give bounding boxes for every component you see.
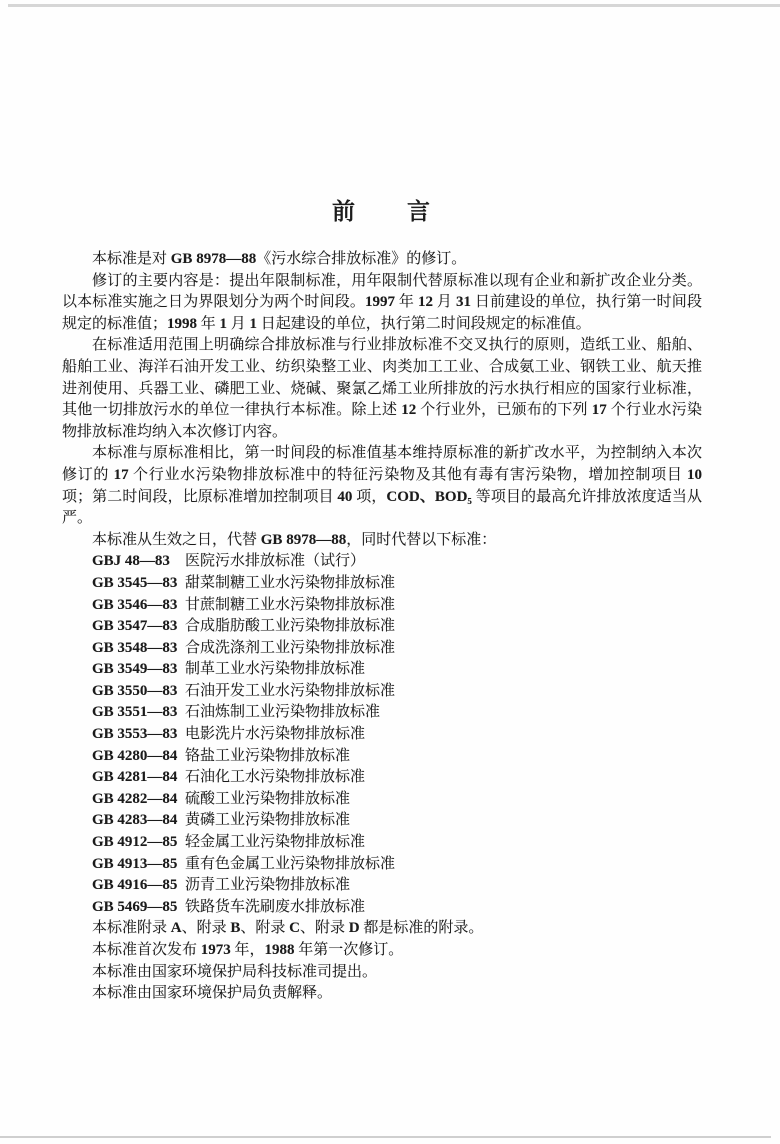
superseded-standards-list: [62, 551, 702, 918]
standard-code: GB 3553—83: [92, 726, 178, 743]
standard-list-item: [62, 616, 702, 638]
standard-code: GB 5469—85: [92, 898, 178, 915]
standard-list-item: [62, 854, 702, 876]
standard-code: GB 3550—83: [92, 682, 178, 699]
closing-paragraph: 本标准附录 A、附录 B、附录 C、附录 D 都是标准的附录。: [92, 920, 484, 937]
standard-title: 石油炼制工业污染物排放标准: [185, 704, 381, 721]
standard-title: 电影洗片水污染物排放标准: [185, 726, 366, 743]
standard-title: 沥青工业污染物排放标准: [185, 877, 351, 894]
standard-code: GB 4281—84: [92, 769, 178, 786]
standard-list-item: [62, 595, 702, 617]
standard-list-item: [62, 659, 702, 681]
standard-title: 石油开发工业水污染物排放标准: [185, 682, 396, 699]
standard-title: 合成洗涤剂工业污染物排放标准: [185, 639, 396, 656]
standard-code: GB 4916—85: [92, 877, 178, 894]
standard-list-item: [62, 638, 702, 660]
standard-title: 黄磷工业污染物排放标准: [185, 812, 351, 829]
standard-list-item: [62, 875, 702, 897]
standard-title: 医院污水排放标准（试行）: [185, 553, 366, 570]
standard-title: 制革工业水污染物排放标准: [185, 661, 366, 678]
preface-paragraph: 在标准适用范围上明确综合排放标准与行业排放标准不交叉执行的原则，造纸工业、船舶、船舶工业、海洋石油开发工业、纺织染整工业、肉类加工工业、合成氨工业、钢铁工业、航天推进剂使用、兵器工业、磷肥工业、烧碱、聚氯乙烯工业所排放的污水执行相应的国家行业标准，其他一切排放污水的单位一律执行本标准。除上述 12 个行业外，已颁布的下列 17 个行业水污染物排放标准均纳入本次修订内容。: [62, 337, 702, 440]
standard-list-item: [62, 810, 702, 832]
standard-code: GB 3551—83: [92, 704, 178, 721]
preface-paragraph: 本标准从生效之日，代替 GB 8978—88，同时代替以下标准：: [92, 531, 497, 548]
standard-title: 硫酸工业污染物排放标准: [185, 790, 351, 807]
standard-list-item: [62, 724, 702, 746]
standard-code: GB 3547—83: [92, 618, 178, 635]
standard-list-item: [62, 897, 702, 919]
standard-code: GB 3546—83: [92, 596, 178, 613]
standard-list-item: [62, 746, 702, 768]
document-content: [62, 0, 702, 1005]
standard-title: 铬盐工业污染物排放标准: [185, 747, 351, 764]
standard-list-item: [62, 702, 702, 724]
standard-code: GB 3545—83: [92, 574, 178, 591]
preface-paragraph: 本标准是对 GB 8978—88《污水综合排放标准》的修订。: [92, 251, 467, 267]
preface-paragraph: 修订的主要内容是：提出年限制标准，用年限制代替原标准以现有企业和新扩改企业分类。以本标准实施之日为界限划分为两个时间段。1997 年 12 月 31 日前建设的单位，执行第一时间段规定的标准值；1998 年 1 月 1 日起建设的单位，执行第二时间段规定的标准值。: [62, 272, 702, 332]
standard-code: GB 4282—84: [92, 790, 178, 807]
closing-paragraph: 本标准由国家环境保护局负责解释。: [92, 985, 333, 1002]
page-title: 前 言: [332, 199, 432, 224]
standard-code: GBJ 48—83: [92, 553, 170, 570]
standard-title: 甜菜制糖工业水污染物排放标准: [185, 574, 396, 591]
standard-list-item: [62, 767, 702, 789]
standard-code: GB 4280—84: [92, 747, 178, 764]
standard-list-item: [62, 789, 702, 811]
standard-code: GB 4912—85: [92, 834, 178, 851]
standard-code: GB 4913—85: [92, 855, 178, 872]
scan-edge-line-bottom: [0, 1136, 771, 1138]
standard-title: 轻金属工业污染物排放标准: [185, 834, 366, 851]
standard-code: GB 4283—84: [92, 812, 178, 829]
standard-list-item: [62, 832, 702, 854]
preface-paragraph: 本标准与原标准相比，第一时间段的标准值基本维持原标准的新扩改水平，为控制纳入本次修订的 17 个行业水污染物排放标准中的特征污染物及其他有毒有害污染物，增加控制项目 10 项；第二时间段，比原标准增加控制项目 40 项，COD、BOD₅ 等项目的最高允许排放浓度适当从严。: [62, 445, 702, 527]
standard-code: GB 3549—83: [92, 661, 178, 678]
standard-title: 铁路货车洗刷废水排放标准: [185, 898, 366, 915]
standard-title: 合成脂肪酸工业污染物排放标准: [185, 618, 396, 635]
standard-list-item: [62, 573, 702, 595]
standard-code: GB 3548—83: [92, 639, 178, 656]
closing-paragraph: 本标准首次发布 1973 年，1988 年第一次修订。: [92, 942, 404, 958]
standard-list-item: [62, 681, 702, 703]
standard-title: 甘蔗制糖工业水污染物排放标准: [185, 596, 396, 613]
closing-paragraph: 本标准由国家环境保护局科技标准司提出。: [92, 963, 378, 980]
standard-title: 石油化工水污染物排放标准: [185, 769, 366, 786]
standard-list-item: [62, 551, 702, 573]
standard-title: 重有色金属工业污染物排放标准: [185, 855, 396, 872]
